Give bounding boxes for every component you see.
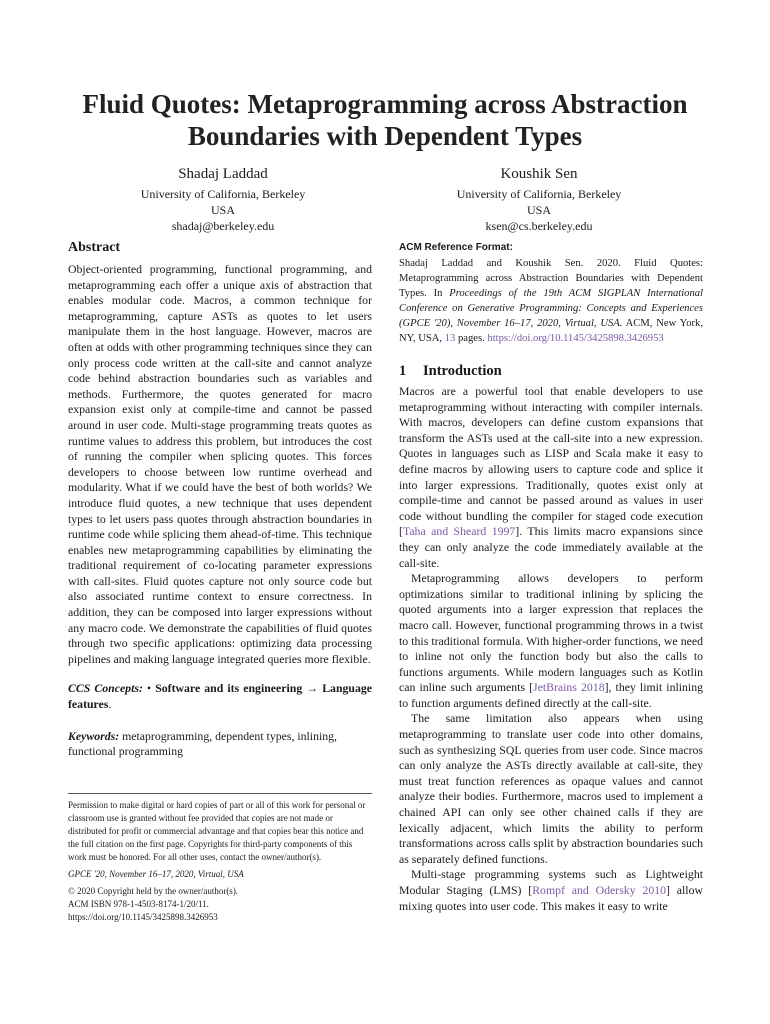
- author-country: USA: [210, 203, 235, 217]
- section-heading: [399, 363, 703, 380]
- permission-text: Permission to make digital or hard copies of part or all of this work for personal or classroom use is granted without fee provided that copies are not made or distributed for profit or commercial advantage and that copies bear this notice and the full citation on the first page. Copyrights for third-party components of this work must be honored. For all other uses, contact the owner/author(s).: [68, 800, 366, 862]
- permission-footnote: [68, 799, 372, 924]
- intro-text: Metaprogramming allows developers to perform optimizations similar to traditional inlining by splicing the quoted arguments into a larger expression that replaces the macro call. However, functional programming throws in a twist to this traditional formula. With higher-order functions, we need to inline not only the function body but also the calls to functions arguments. While modern languages such as Kotlin can inline such arguments [: [399, 571, 703, 695]
- author-block: [68, 166, 378, 234]
- author-email[interactable]: shadaj@berkeley.edu: [171, 219, 275, 233]
- ccs-bullet: •: [146, 681, 152, 696]
- intro-paragraph: [399, 867, 703, 914]
- intro-paragraph: [399, 384, 703, 571]
- author-affiliation: University of California, Berkeley: [456, 187, 622, 201]
- right-column: [399, 242, 703, 914]
- acm-ref-pages-suffix: pages.: [455, 333, 488, 344]
- author-email[interactable]: ksen@cs.berkeley.edu: [485, 219, 593, 233]
- ccs-concepts: [68, 681, 372, 712]
- keywords-label: Keywords:: [68, 728, 120, 743]
- intro-text: ]. This limits macro expansions since they can only analyze the code immediately available at the call-site.: [399, 524, 703, 570]
- intro-text: Multi-stage programming systems such as Lightweight Modular Staging (LMS) [: [399, 867, 703, 897]
- ccs-end: .: [108, 697, 112, 712]
- footnote-rule: [68, 793, 372, 794]
- acm-reference-heading: ACM Reference Format:: [399, 242, 513, 253]
- ccs-text: Software and its engineering → Language features: [68, 681, 373, 712]
- intro-text: ], they limit inlining to function arguments defined directly at the call-site.: [399, 680, 703, 710]
- author-affiliation: University of California, Berkeley: [140, 187, 306, 201]
- intro-paragraph: [399, 571, 703, 711]
- acm-ref-proceedings: Proceedings of the 19th ACM SIGPLAN International Conference on Generative Programming: Concepts and Experiences (GPCE '20), November 16–17, 2020, Virtual, USA.: [399, 288, 704, 329]
- acm-ref-pages-link[interactable]: 13: [444, 333, 456, 344]
- isbn-line: ACM ISBN 978-1-4503-8174-1/20/11.: [68, 899, 209, 909]
- introduction-section: [399, 363, 703, 914]
- intro-text: Macros are a powerful tool that enable developers to use metaprogramming without interacting with compiler internals. With macros, developers can define custom expansions that transform the ASTs used at the call-site into a new expression. Quotes in languages such as LISP and Scala make it easy to define macros by allowing users to capture code and splice it into larger expressions. Traditionally, quotes exist only at compile-time and cannot be passed around as values in user code without bundling the compiler for staged code execution [: [399, 384, 703, 539]
- copyright-line: © 2020 Copyright held by the owner/author(s).: [68, 886, 239, 896]
- intro-paragraph: The same limitation also appears when using metaprogramming to translate user code into other domains, such as synthesizing SQL queries from user code. Since macros can only analyze the ASTs directly available at call-site, they must treat function references as opaque values and cannot analyze their bodies. Furthermore, macros used to implement a chained API can only see other chained calls if they are lexically adjacent, which limits the ability to perform transformations across calls split by abstraction boundaries such as separately defined functions.: [399, 711, 703, 866]
- author-name: Shadaj Laddad: [178, 166, 268, 182]
- section-number: 1: [399, 363, 407, 379]
- acm-reference-text: [399, 256, 703, 346]
- abstract-heading: Abstract: [68, 240, 121, 255]
- intro-text: ] allow mixing quotes into user code. This makes it easy to write: [399, 883, 703, 913]
- acm-ref-authors: Shadaj Laddad and Koushik Sen. 2020. Fluid Quotes: Metaprogramming across Abstraction Boundaries with Dependent Types. In: [399, 258, 703, 299]
- citation-link[interactable]: Rompf and Odersky 2010: [532, 883, 667, 897]
- section-title: Introduction: [423, 363, 502, 379]
- citation-link[interactable]: Taha and Sheard 1997: [402, 524, 516, 539]
- footnote-doi-link[interactable]: https://doi.org/10.1145/3425898.3426953: [68, 912, 218, 922]
- author-block: [384, 166, 694, 234]
- venue-line: GPCE '20, November 16–17, 2020, Virtual, USA: [68, 869, 244, 879]
- author-name: Koushik Sen: [500, 166, 578, 182]
- acm-ref-publisher: ACM, New York, NY, USA,: [399, 318, 703, 344]
- acm-ref-doi-link[interactable]: https://doi.org/10.1145/3425898.3426953: [487, 333, 664, 344]
- author-country: USA: [526, 203, 551, 217]
- paper-title: Fluid Quotes: Metaprogramming across Abstraction Boundaries with Dependent Types: [82, 89, 688, 151]
- keywords-text: metaprogramming, dependent types, inlining, functional programming: [68, 728, 337, 759]
- citation-link[interactable]: JetBrains 2018: [533, 680, 605, 695]
- ccs-label: CCS Concepts:: [68, 681, 143, 696]
- left-column: [68, 240, 372, 760]
- keywords: [68, 729, 372, 760]
- abstract-text: Object-oriented programming, functional programming, and metaprogramming each offer a unique axis of abstraction that enables modular code. Macros, a common technique for metaprogramming, capture ASTs as quotes to let users manipulate them in the host language. However, macros are often at odds with other programming techniques since they can only process code written at the call-site and cannot analyze code behind abstraction boundaries such as variables and methods. Furthermore, the quotes generated for macro expansion exist only at compile-time and cannot be passed around in user code. Multi-stage programming treats quotes as runtime values to address this problem, but introduces the cost of running the compiler when splicing quotes. This forces developers to choose between low runtime overhead and modularity. What if we could have the best of both worlds? We introduce fluid quotes, a new technique that uses dependent types to let users pass quotes through abstraction boundaries in runtime code while splicing them ahead-of-time. This technique enables new metaprogramming capabilities by eliminating the traditional requirement of co-locating parameter expressions with call-sites. Fluid quotes capture not only source code but also associated runtime context to ensure correctness. In addition, they can be composed into larger expressions without any macro code. We demonstrate the capabilities of fluid quotes through two specific applications: optimizing data processing pipelines and making language integrated queries more flexible.: [68, 262, 372, 666]
